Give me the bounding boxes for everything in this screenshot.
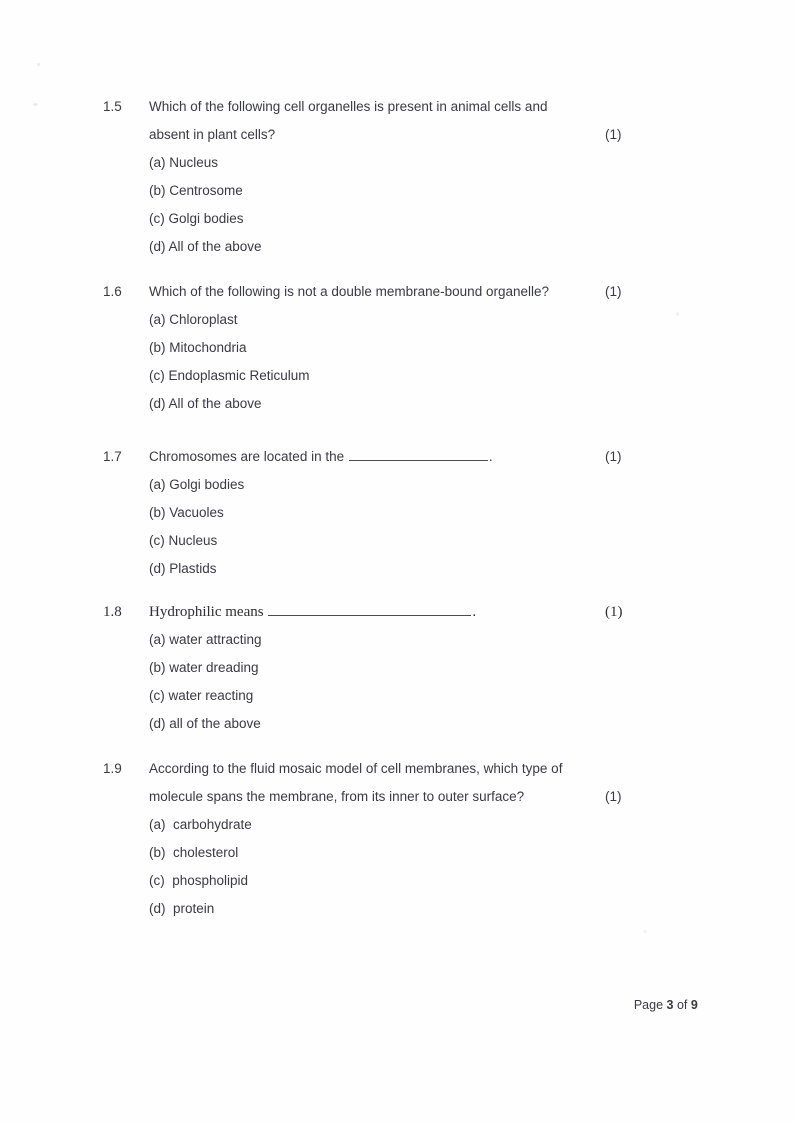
question-block <box>0 278 794 418</box>
answer-option[interactable] <box>0 233 794 261</box>
page-number-label <box>613 984 698 1026</box>
footer-prefix: Page <box>633 998 667 1012</box>
question-text: absent in plant cells? <box>149 127 276 142</box>
fill-in-blank <box>349 449 488 461</box>
footer-middle: of <box>673 998 691 1012</box>
marks-allocation: (1) <box>605 604 623 620</box>
answer-option-label: (b) Mitochondria <box>149 340 247 355</box>
answer-option[interactable] <box>0 811 794 839</box>
answer-option[interactable] <box>0 682 794 710</box>
answer-option[interactable] <box>0 362 794 390</box>
question-text: molecule spans the membrane, from its inner to outer surface? <box>149 789 525 804</box>
answer-option-label: (a) carbohydrate <box>149 817 252 832</box>
answer-option-label: (c) water reacting <box>149 688 254 703</box>
answer-option-label: (c) phospholipid <box>149 873 249 888</box>
answer-option-label: (d) Plastids <box>149 561 217 576</box>
answer-option-label: (d) protein <box>149 901 215 916</box>
footer-current-page: 3 <box>666 998 674 1012</box>
question-text-trailing: . <box>472 604 477 620</box>
question-block <box>0 443 794 583</box>
answer-option[interactable] <box>0 895 794 923</box>
answer-option-label: (b) Vacuoles <box>149 505 224 520</box>
question-number: 1.6 <box>103 284 122 299</box>
question-number: 1.8 <box>103 604 122 620</box>
answer-option-label: (c) Golgi bodies <box>149 211 244 226</box>
question-number: 1.7 <box>103 449 122 464</box>
answer-option[interactable] <box>0 839 794 867</box>
question-text: Which of the following cell organelles is present in animal cells and <box>149 99 548 114</box>
answer-option-label: (d) All of the above <box>149 396 262 411</box>
question-line <box>0 121 794 149</box>
answer-option[interactable] <box>0 390 794 418</box>
question-text: Chromosomes are located in the . <box>149 449 493 464</box>
answer-option-label: (d) All of the above <box>149 239 262 254</box>
answer-option-label: (b) water dreading <box>149 660 259 675</box>
answer-option-label: (c) Nucleus <box>149 533 218 548</box>
question-text: Hydrophilic means . <box>149 604 477 620</box>
question-text: Which of the following is not a double membrane-bound organelle? <box>149 284 549 299</box>
question-number: 1.9 <box>103 761 122 776</box>
answer-option-label: (d) all of the above <box>149 716 261 731</box>
answer-option[interactable] <box>0 626 794 654</box>
answer-option[interactable] <box>0 177 794 205</box>
scan-speckle <box>643 930 647 933</box>
answer-option-label: (b) cholesterol <box>149 845 239 860</box>
question-text-trailing: . <box>488 449 493 464</box>
question-number: 1.5 <box>103 99 122 114</box>
answer-option[interactable] <box>0 710 794 738</box>
answer-option[interactable] <box>0 205 794 233</box>
footer-total-pages: 9 <box>690 998 698 1012</box>
answer-option[interactable] <box>0 499 794 527</box>
question-line <box>0 783 794 811</box>
answer-option[interactable] <box>0 334 794 362</box>
answer-option[interactable] <box>0 149 794 177</box>
answer-option[interactable] <box>0 654 794 682</box>
marks-allocation: (1) <box>605 449 622 464</box>
answer-option-label: (a) water attracting <box>149 632 262 647</box>
answer-option[interactable] <box>0 527 794 555</box>
question-block <box>0 755 794 923</box>
answer-option[interactable] <box>0 867 794 895</box>
marks-allocation: (1) <box>605 789 622 804</box>
question-line <box>0 278 794 306</box>
answer-option[interactable] <box>0 471 794 499</box>
scan-speckle <box>37 63 40 66</box>
question-text: According to the fluid mosaic model of cell membranes, which type of <box>149 761 563 776</box>
answer-option-label: (a) Golgi bodies <box>149 477 245 492</box>
fill-in-blank <box>268 604 471 616</box>
answer-option-label: (c) Endoplasmic Reticulum <box>149 368 310 383</box>
question-line <box>0 93 794 121</box>
marks-allocation: (1) <box>605 127 622 142</box>
question-line <box>0 598 794 626</box>
question-block <box>0 598 794 738</box>
answer-option-label: (b) Centrosome <box>149 183 243 198</box>
answer-option-label: (a) Nucleus <box>149 155 219 170</box>
answer-option[interactable] <box>0 306 794 334</box>
marks-allocation: (1) <box>605 284 622 299</box>
answer-option-label: (a) Chloroplast <box>149 312 238 327</box>
question-block <box>0 93 794 261</box>
question-line <box>0 755 794 783</box>
question-line <box>0 443 794 471</box>
answer-option[interactable] <box>0 555 794 583</box>
